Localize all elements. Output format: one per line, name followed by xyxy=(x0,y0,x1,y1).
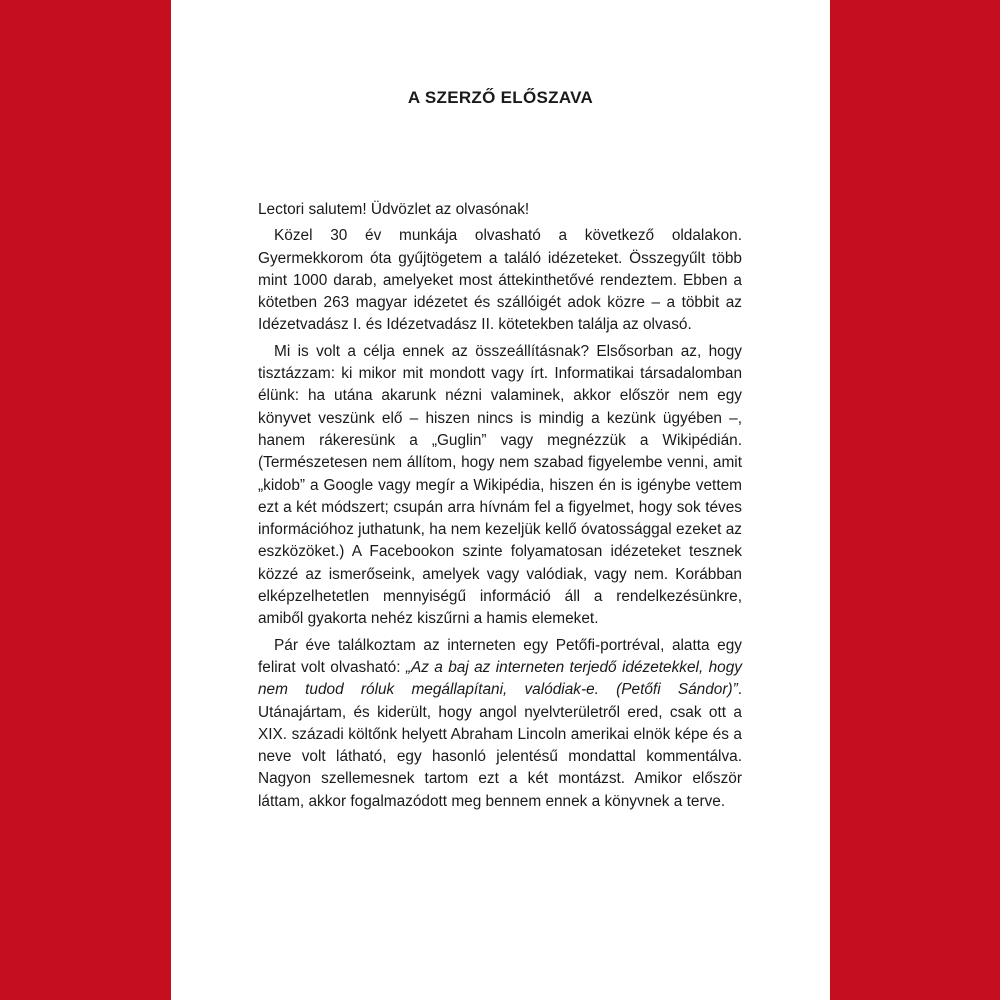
paragraph-3-intro: Pár éve találkoztam az interneten egy Petőfi-portréval, alatta egy felirat volt olvasható: xyxy=(258,636,742,676)
paragraph-greeting: Lectori salutem! Üdvözlet az olvasónak! xyxy=(258,201,530,218)
paragraph-3 xyxy=(258,635,742,813)
book-page xyxy=(171,0,830,1000)
paragraph-3-rest: . Utánajártam, és kiderült, hogy angol nyelvterületről ered, csak ott a XIX. századi költőnk helyett Abraham Lincoln amerikai elnök képe és a neve volt látható, egy hasonló jelentésű mondattal kommentálva. Nagyon szellemesnek tartom ezt a két montázst. Amikor először láttam, akkor fogalmazódott meg bennem ennek a könyvnek a terve. xyxy=(258,681,742,810)
paragraph-1: Közel 30 év munkája olvasható a következő oldalakon. Gyermekkorom óta gyűjtögetem a találó idézeteket. Összegyűlt több mint 1000 darab, amelyeket most áttekinthetővé rendeztem. Ebben a kötetben 263 magyar idézetet és szállóigét adok közre – a többit az Idézetvadász I. és Idézetvadász II. kötetekben találja az olvasó. xyxy=(258,227,742,334)
quote-petofi: „Az a baj az interneten terjedő idézetekkel, hogy nem tudod róluk megállapítani, valódiak-e. (Petőfi Sándor)” xyxy=(258,658,742,699)
body-text xyxy=(258,199,742,817)
paragraph-2: Mi is volt a célja ennek az összeállításnak? Elsősorban az, hogy tisztázzam: ki mikor mit mondott vagy írt. Informatikai társadalomban élünk: ha utána akarunk nézni valaminek, akkor először nem egy könyvet veszünk elő – hiszen nincs is mindig a kezünk ügyében –, hanem rákeresünk a „Guglin” vagy megnézzük a Wikipédián. (Természetesen nem állítom, hogy nem szabad figyelembe venni, amit „kidob” a Google vagy megír a Wikipédia, hiszen én is igénybe vettem ezt a két módszert; csupán arra hívnám fel a figyelmet, hogy sok téves információhoz juthatunk, ha nem kezeljük kellő óvatossággal ezeket az eszközöket.) A Facebookon szinte folyamatosan idézeteket tesznek közzé az ismerőseink, amelyek vagy valódiak, vagy nem. Korábban elképzelhetetlen mennyiségű információ áll a rendelkezésünkre, amiből gyakorta nehéz kiszűrni a hamis elemeket. xyxy=(258,342,742,628)
chapter-title: A SZERZŐ ELŐSZAVA xyxy=(407,88,594,107)
